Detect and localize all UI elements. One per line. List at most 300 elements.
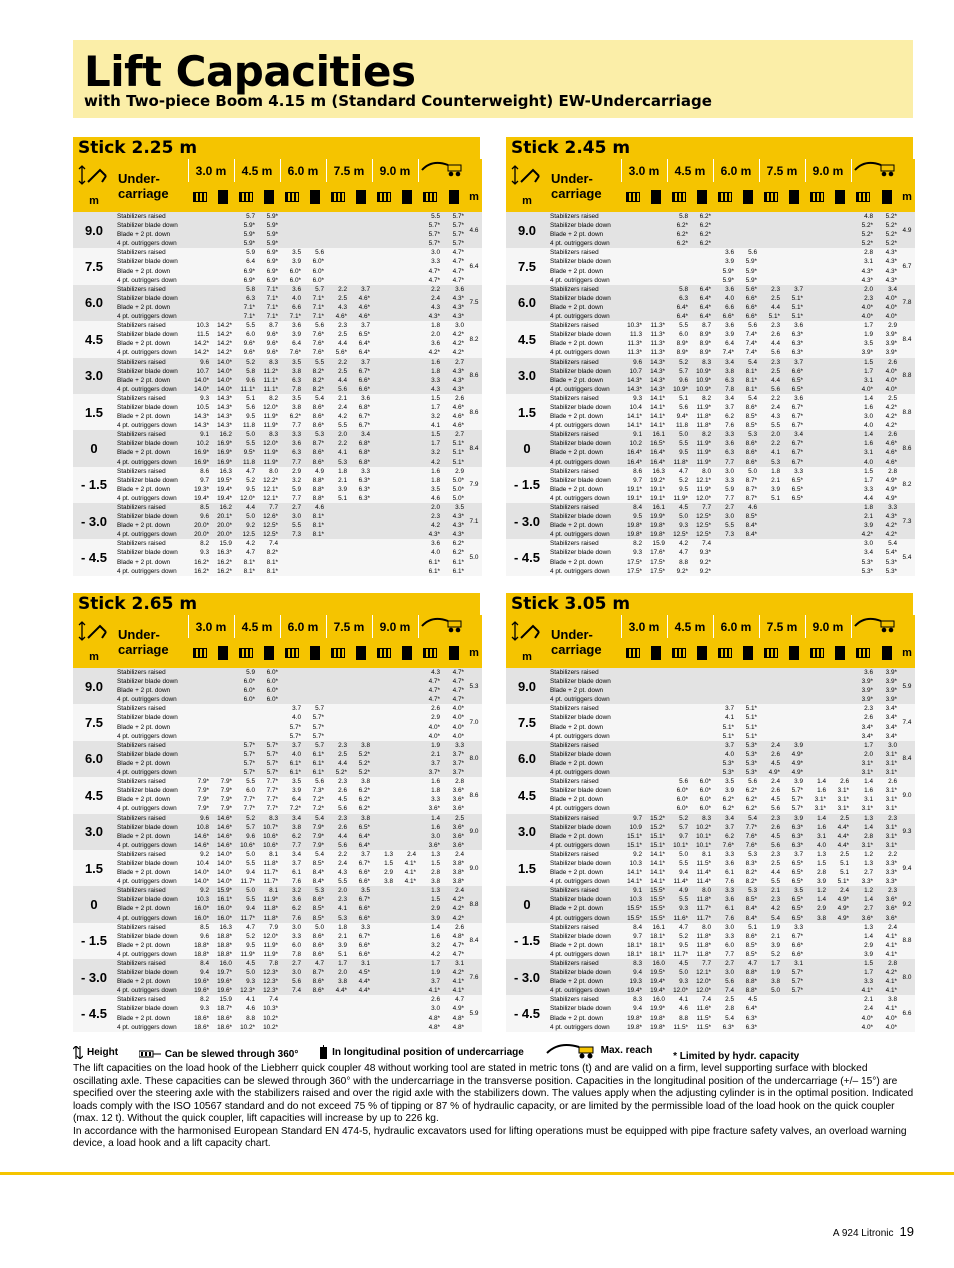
capacity-cell xyxy=(759,230,782,239)
capacity-cell xyxy=(736,539,759,548)
capacity-cell: 8.5* xyxy=(736,512,759,521)
capacity-cell: 4.8* xyxy=(418,1023,442,1032)
capacity-cell: 8.7 xyxy=(257,321,280,330)
capacity-cell xyxy=(805,312,828,321)
capacity-cell xyxy=(828,768,851,777)
capacity-cell: 7.9* xyxy=(211,777,234,786)
capacity-cell: 5.1* xyxy=(736,704,759,713)
config-label: 4 pt. outriggers down xyxy=(115,494,188,503)
capacity-cell: 4.1* xyxy=(875,932,899,941)
config-label: Stabilizer blade down xyxy=(548,750,621,759)
capacity-cell: 4.3* xyxy=(418,312,442,321)
capacity-cell xyxy=(759,668,782,677)
capacity-cell: 5.3 xyxy=(326,458,349,467)
capacity-cell xyxy=(713,558,736,567)
capacity-cell xyxy=(395,567,418,576)
capacity-cell xyxy=(395,221,418,230)
height-value: - 3.0 xyxy=(73,959,115,995)
capacity-cell: 14.1* xyxy=(644,421,667,430)
capacity-cell xyxy=(759,539,782,548)
capacity-cell: 3.9 xyxy=(782,814,805,823)
longitudinal-icon xyxy=(303,638,326,668)
height-value: 6.0 xyxy=(506,741,548,777)
config-label: Stabilizer blade down xyxy=(115,859,188,868)
capacity-cell xyxy=(621,695,644,704)
capacity-cell: 8.6* xyxy=(303,977,326,986)
capacity-cell: 1.6 xyxy=(418,358,442,367)
capacity-cell: 2.3 xyxy=(759,850,782,859)
capacity-cell: 20.0* xyxy=(188,521,211,530)
capacity-cell: 10.9* xyxy=(690,376,713,385)
capacity-cell xyxy=(326,548,349,557)
capacity-cell: 5.1* xyxy=(828,877,851,886)
capacity-cell: 2.7 xyxy=(713,959,736,968)
capacity-cell xyxy=(372,439,395,448)
capacity-cell xyxy=(326,677,349,686)
capacity-cell: 16.4* xyxy=(644,458,667,467)
capacity-cell: 19.3* xyxy=(188,485,211,494)
capacity-cell: 14.0* xyxy=(211,859,234,868)
capacity-cell: 10.1* xyxy=(690,832,713,841)
capacity-cell: 3.2 xyxy=(418,941,442,950)
capacity-cell: 6.9* xyxy=(257,248,280,257)
capacity-cell xyxy=(713,668,736,677)
max-reach-value: 9.3 xyxy=(899,814,915,850)
capacity-cell: 11.9* xyxy=(690,403,713,412)
table-row xyxy=(73,777,482,786)
capacity-cell xyxy=(782,567,805,576)
panel-title: Stick 2.65 m xyxy=(73,593,480,615)
capacity-cell: 5.1* xyxy=(782,312,805,321)
capacity-cell: 3.7 xyxy=(713,823,736,832)
capacity-cell: 7.7 xyxy=(713,458,736,467)
capacity-cell xyxy=(349,567,372,576)
max-reach-value: 7.9 xyxy=(466,467,482,503)
height-value: 7.5 xyxy=(506,704,548,740)
longitudinal-icon xyxy=(644,638,667,668)
config-label: Blade + 2 pt. down xyxy=(548,795,621,804)
capacity-cell xyxy=(349,257,372,266)
capacity-cell: 9.4 xyxy=(188,968,211,977)
capacity-cell: 11.8* xyxy=(690,950,713,959)
capacity-cell: 3.1 xyxy=(851,376,875,385)
capacity-cell: 3.9* xyxy=(875,668,899,677)
capacity-cell: 7.7 xyxy=(713,494,736,503)
capacity-cell: 6.4* xyxy=(349,832,372,841)
capacity-cell xyxy=(211,686,234,695)
capacity-cell: 3.7 xyxy=(782,285,805,294)
capacity-cell: 11.7* xyxy=(257,868,280,877)
capacity-cell: 2.8 xyxy=(418,868,442,877)
capacity-cell: 9.7 xyxy=(621,814,644,823)
capacity-cell: 5.2* xyxy=(851,239,875,248)
table-row xyxy=(506,230,915,239)
capacity-cell: 16.4* xyxy=(621,458,644,467)
height-value: 6.0 xyxy=(73,741,115,777)
height-value: - 3.0 xyxy=(506,503,548,539)
capacity-cell: 3.1* xyxy=(875,795,899,804)
capacity-cell: 6.3* xyxy=(349,485,372,494)
table-row xyxy=(506,494,915,503)
table-row xyxy=(506,358,915,367)
undercarriage-header: Under- carriage xyxy=(115,159,188,212)
capacity-cell: 3.9* xyxy=(875,330,899,339)
capacity-cell: 1.3 xyxy=(851,859,875,868)
table-row xyxy=(73,448,482,457)
longitudinal-icon xyxy=(442,638,466,668)
capacity-cell xyxy=(372,795,395,804)
capacity-cell: 4.3* xyxy=(442,385,466,394)
capacity-cell: 17.5* xyxy=(644,558,667,567)
config-label: 4 pt. outriggers down xyxy=(115,276,188,285)
capacity-cell xyxy=(349,995,372,1004)
capacity-cell: 6.2* xyxy=(713,804,736,813)
capacity-cell xyxy=(667,248,690,257)
capacity-cell: 3.0 xyxy=(713,467,736,476)
capacity-cell: 14.3* xyxy=(211,403,234,412)
config-label: Stabilizer blade down xyxy=(115,439,188,448)
capacity-cell: 6.0* xyxy=(690,777,713,786)
capacity-cell: 2.6 xyxy=(875,358,899,367)
capacity-cell: 8.8* xyxy=(736,986,759,995)
capacity-cell: 11.4* xyxy=(690,877,713,886)
capacity-cell: 4.4 xyxy=(234,503,257,512)
capacity-cell: 4.2* xyxy=(875,403,899,412)
config-label: Stabilizer blade down xyxy=(115,221,188,230)
capacity-cell: 2.3 xyxy=(759,285,782,294)
table-row xyxy=(73,539,482,548)
capacity-cell: 3.4 xyxy=(875,285,899,294)
capacity-cell: 10.9* xyxy=(690,385,713,394)
capacity-cell: 6.2* xyxy=(349,786,372,795)
capacity-cell: 4.2* xyxy=(442,914,466,923)
capacity-cell: 3.3 xyxy=(851,977,875,986)
capacity-cell: 5.4 xyxy=(303,850,326,859)
capacity-cell: 11.3* xyxy=(644,321,667,330)
capacity-cell: 9.5 xyxy=(234,485,257,494)
capacity-cell xyxy=(805,567,828,576)
max-reach-value: 6.6 xyxy=(899,995,915,1031)
capacity-cell: 5.5 xyxy=(234,777,257,786)
capacity-cell: 9.5 xyxy=(234,412,257,421)
lift-table-stick-2-65-m xyxy=(73,593,480,1032)
capacity-cell: 5.1* xyxy=(442,439,466,448)
capacity-cell xyxy=(372,567,395,576)
config-label: Blade + 2 pt. down xyxy=(115,941,188,950)
config-label: Stabilizer blade down xyxy=(548,257,621,266)
capacity-cell: 11.3* xyxy=(621,348,644,357)
capacity-cell: 5.1* xyxy=(759,312,782,321)
capacity-cell: 8.7* xyxy=(736,485,759,494)
capacity-cell xyxy=(303,567,326,576)
capacity-cell: 14.2* xyxy=(188,339,211,348)
capacity-cell: 1.6 xyxy=(851,403,875,412)
capacity-cell: 9.6 xyxy=(188,932,211,941)
capacity-cell: 16.9* xyxy=(211,448,234,457)
capacity-cell: 2.5 xyxy=(875,394,899,403)
capacity-cell xyxy=(303,668,326,677)
capacity-cell: 7.6* xyxy=(303,330,326,339)
config-label: 4 pt. outriggers down xyxy=(548,276,621,285)
table-row xyxy=(506,1014,915,1023)
capacity-cell: 19.1* xyxy=(621,494,644,503)
capacity-cell xyxy=(326,512,349,521)
capacity-cell xyxy=(395,695,418,704)
capacity-cell: 16.2* xyxy=(188,558,211,567)
capacity-cell: 1.8 xyxy=(759,467,782,476)
table-row xyxy=(73,394,482,403)
capacity-cell: 1.5 xyxy=(851,467,875,476)
capacity-cell xyxy=(759,995,782,1004)
capacity-cell: 4.4 xyxy=(326,759,349,768)
capacity-cell xyxy=(395,959,418,968)
capacity-cell xyxy=(713,548,736,557)
config-label: Stabilizer blade down xyxy=(548,221,621,230)
capacity-cell: 11.2* xyxy=(257,367,280,376)
capacity-cell: 4.9* xyxy=(782,750,805,759)
capacity-cell: 6.4* xyxy=(349,348,372,357)
table-row xyxy=(73,267,482,276)
capacity-cell: 3.9* xyxy=(851,695,875,704)
capacity-cell: 3.6* xyxy=(442,786,466,795)
capacity-cell xyxy=(667,668,690,677)
capacity-cell xyxy=(326,212,349,221)
capacity-cell: 5.9* xyxy=(234,239,257,248)
height-value: 1.5 xyxy=(506,850,548,886)
capacity-cell: 11.7* xyxy=(234,914,257,923)
capacity-cell xyxy=(372,1004,395,1013)
capacity-cell xyxy=(805,257,828,266)
capacity-cell: 4.4 xyxy=(851,494,875,503)
capacity-cell: 5.5 xyxy=(234,439,257,448)
capacity-cell: 2.5 xyxy=(828,814,851,823)
capacity-cell: 5.7* xyxy=(442,239,466,248)
capacity-cell: 3.9 xyxy=(418,914,442,923)
capacity-cell: 4.3* xyxy=(851,267,875,276)
capacity-cell xyxy=(828,995,851,1004)
capacity-cell: 2.5 xyxy=(326,367,349,376)
capacity-cell: 16.2* xyxy=(211,558,234,567)
capacity-cell: 16.0* xyxy=(188,914,211,923)
capacity-cell: 14.6* xyxy=(211,832,234,841)
capacity-cell: 14.1* xyxy=(644,412,667,421)
capacity-cell: 3.9* xyxy=(875,339,899,348)
capacity-cell: 6.3* xyxy=(782,823,805,832)
capacity-cell xyxy=(211,695,234,704)
table-row xyxy=(506,412,915,421)
config-label: Stabilizer blade down xyxy=(548,859,621,868)
config-label: Stabilizers raised xyxy=(548,741,621,750)
capacity-cell: 5.5 xyxy=(234,321,257,330)
capacity-cell: 3.1 xyxy=(442,959,466,968)
table-row xyxy=(506,832,915,841)
config-label: 4 pt. outriggers down xyxy=(548,841,621,850)
capacity-cell xyxy=(782,995,805,1004)
capacity-cell xyxy=(372,412,395,421)
capacity-cell xyxy=(621,285,644,294)
capacity-cell: 6.6* xyxy=(349,914,372,923)
capacity-cell xyxy=(372,986,395,995)
capacity-cell xyxy=(372,759,395,768)
capacity-cell: 5.2* xyxy=(875,239,899,248)
capacity-cell: 19.8* xyxy=(644,530,667,539)
height-value: - 1.5 xyxy=(73,467,115,503)
capacity-cell: 19.8* xyxy=(644,1023,667,1032)
capacity-cell: 14.2* xyxy=(211,339,234,348)
capacity-cell: 3.6* xyxy=(875,895,899,904)
capacity-cell: 15.5* xyxy=(644,914,667,923)
capacity-cell xyxy=(782,276,805,285)
capacity-cell: 14.1* xyxy=(621,877,644,886)
capacity-cell xyxy=(395,321,418,330)
capacity-cell: 4.2 xyxy=(418,458,442,467)
capacity-cell xyxy=(303,548,326,557)
capacity-cell: 11.3 xyxy=(621,330,644,339)
capacity-cell: 7.9* xyxy=(303,832,326,841)
slewed-360-icon xyxy=(139,1049,161,1059)
table-row xyxy=(506,932,915,941)
capacity-cell: 11.8* xyxy=(690,941,713,950)
capacity-cell: 5.2* xyxy=(875,212,899,221)
capacity-cell: 8.2 xyxy=(188,995,211,1004)
capacity-cell xyxy=(188,221,211,230)
capacity-cell: 4.6* xyxy=(326,312,349,321)
capacity-cell: 7.6* xyxy=(303,348,326,357)
config-label: 4 pt. outriggers down xyxy=(115,804,188,813)
capacity-cell: 5.7 xyxy=(667,367,690,376)
capacity-cell xyxy=(736,695,759,704)
capacity-cell: 6.0* xyxy=(303,267,326,276)
capacity-cell xyxy=(759,686,782,695)
capacity-cell: 3.6 xyxy=(280,285,303,294)
capacity-cell: 4.9* xyxy=(828,895,851,904)
capacity-cell: 4.3* xyxy=(875,257,899,266)
longitudinal-icon xyxy=(736,638,759,668)
capacity-cell: 1.6 xyxy=(805,786,828,795)
capacity-cell: 2.4 xyxy=(759,403,782,412)
capacity-cell: 4.1* xyxy=(442,986,466,995)
capacity-cell xyxy=(782,221,805,230)
capacity-cell: 15.9 xyxy=(644,539,667,548)
capacity-cell: 18.1* xyxy=(644,950,667,959)
capacity-cell: 4.1 xyxy=(418,421,442,430)
capacity-cell: 2.9 xyxy=(418,713,442,722)
capacity-cell xyxy=(828,558,851,567)
capacity-cell: 4.3* xyxy=(418,530,442,539)
capacity-cell: 3.6 xyxy=(851,668,875,677)
capacity-cell: 6.6* xyxy=(349,877,372,886)
capacity-cell: 3.7 xyxy=(280,741,303,750)
capacity-cell xyxy=(395,732,418,741)
capacity-cell: 12.0* xyxy=(690,986,713,995)
capacity-cell: 9.6 xyxy=(234,832,257,841)
capacity-cell xyxy=(372,348,395,357)
config-label: 4 pt. outriggers down xyxy=(115,914,188,923)
capacity-cell: 6.3* xyxy=(713,1023,736,1032)
capacity-cell: 8.9* xyxy=(667,348,690,357)
config-label: Blade + 2 pt. down xyxy=(115,448,188,457)
capacity-cell xyxy=(828,294,851,303)
capacity-cell: 3.6* xyxy=(442,823,466,832)
table-row xyxy=(73,886,482,895)
table-row xyxy=(506,1023,915,1032)
capacity-cell: 15.1* xyxy=(644,832,667,841)
capacity-cell xyxy=(828,539,851,548)
capacity-cell: 4.5 xyxy=(667,959,690,968)
height-value: 0 xyxy=(506,886,548,922)
capacity-cell xyxy=(644,668,667,677)
capacity-cell: 8.1* xyxy=(736,367,759,376)
capacity-cell: 2.9 xyxy=(280,467,303,476)
capacity-cell: 10.2* xyxy=(257,1014,280,1023)
capacity-cell: 4.0* xyxy=(442,723,466,732)
height-value: - 3.0 xyxy=(506,959,548,995)
capacity-cell: 2.3 xyxy=(875,886,899,895)
capacity-cell: 16.3 xyxy=(211,923,234,932)
config-label: Stabilizers raised xyxy=(548,777,621,786)
capacity-cell xyxy=(805,723,828,732)
config-label: 4 pt. outriggers down xyxy=(115,732,188,741)
slewed-360-icon xyxy=(280,638,303,668)
height-column-header xyxy=(506,159,548,212)
capacity-cell: 5.2 xyxy=(759,950,782,959)
table-row xyxy=(506,330,915,339)
config-label: Stabilizers raised xyxy=(548,321,621,330)
capacity-cell: 3.1 xyxy=(782,959,805,968)
config-label: Blade + 2 pt. down xyxy=(548,303,621,312)
capacity-cell: 5.0 xyxy=(303,923,326,932)
capacity-cell: 5.2* xyxy=(851,221,875,230)
table-row xyxy=(506,1004,915,1013)
capacity-cell xyxy=(349,512,372,521)
capacity-cell xyxy=(667,704,690,713)
capacity-cell xyxy=(805,339,828,348)
capacity-cell: 3.8 xyxy=(326,977,349,986)
max-reach-value: 7.1 xyxy=(466,503,482,539)
capacity-cell: 17.5* xyxy=(621,567,644,576)
capacity-cell xyxy=(349,1023,372,1032)
capacity-cell: 6.1 xyxy=(713,904,736,913)
capacity-cell: 17.6* xyxy=(644,548,667,557)
capacity-cell: 6.1* xyxy=(303,759,326,768)
capacity-cell: 5.3 xyxy=(326,914,349,923)
capacity-cell: 3.3 xyxy=(875,503,899,512)
capacity-cell: 1.3 xyxy=(805,850,828,859)
capacity-cell xyxy=(280,221,303,230)
max-reach-value: 7.6 xyxy=(466,959,482,995)
capacity-cell: 5.0 xyxy=(234,512,257,521)
capacity-cell xyxy=(644,768,667,777)
capacity-cell: 14.3* xyxy=(644,358,667,367)
table-row xyxy=(506,950,915,959)
slewed-360-icon xyxy=(759,638,782,668)
capacity-cell: 7.4 xyxy=(713,986,736,995)
capacity-cell: 5.0 xyxy=(667,512,690,521)
capacity-cell xyxy=(828,348,851,357)
capacity-cell: 2.0 xyxy=(418,503,442,512)
config-label: Stabilizer blade down xyxy=(548,330,621,339)
table-row xyxy=(506,850,915,859)
capacity-cell xyxy=(349,677,372,686)
height-value: 1.5 xyxy=(506,394,548,430)
capacity-cell: 7.3* xyxy=(303,786,326,795)
capacity-cell xyxy=(234,732,257,741)
table-row xyxy=(506,285,915,294)
capacity-cell: 6.2* xyxy=(667,230,690,239)
max-reach-value: 8.8 xyxy=(466,886,482,922)
capacity-cell: 4.1* xyxy=(875,977,899,986)
capacity-cell: 5.0 xyxy=(667,430,690,439)
